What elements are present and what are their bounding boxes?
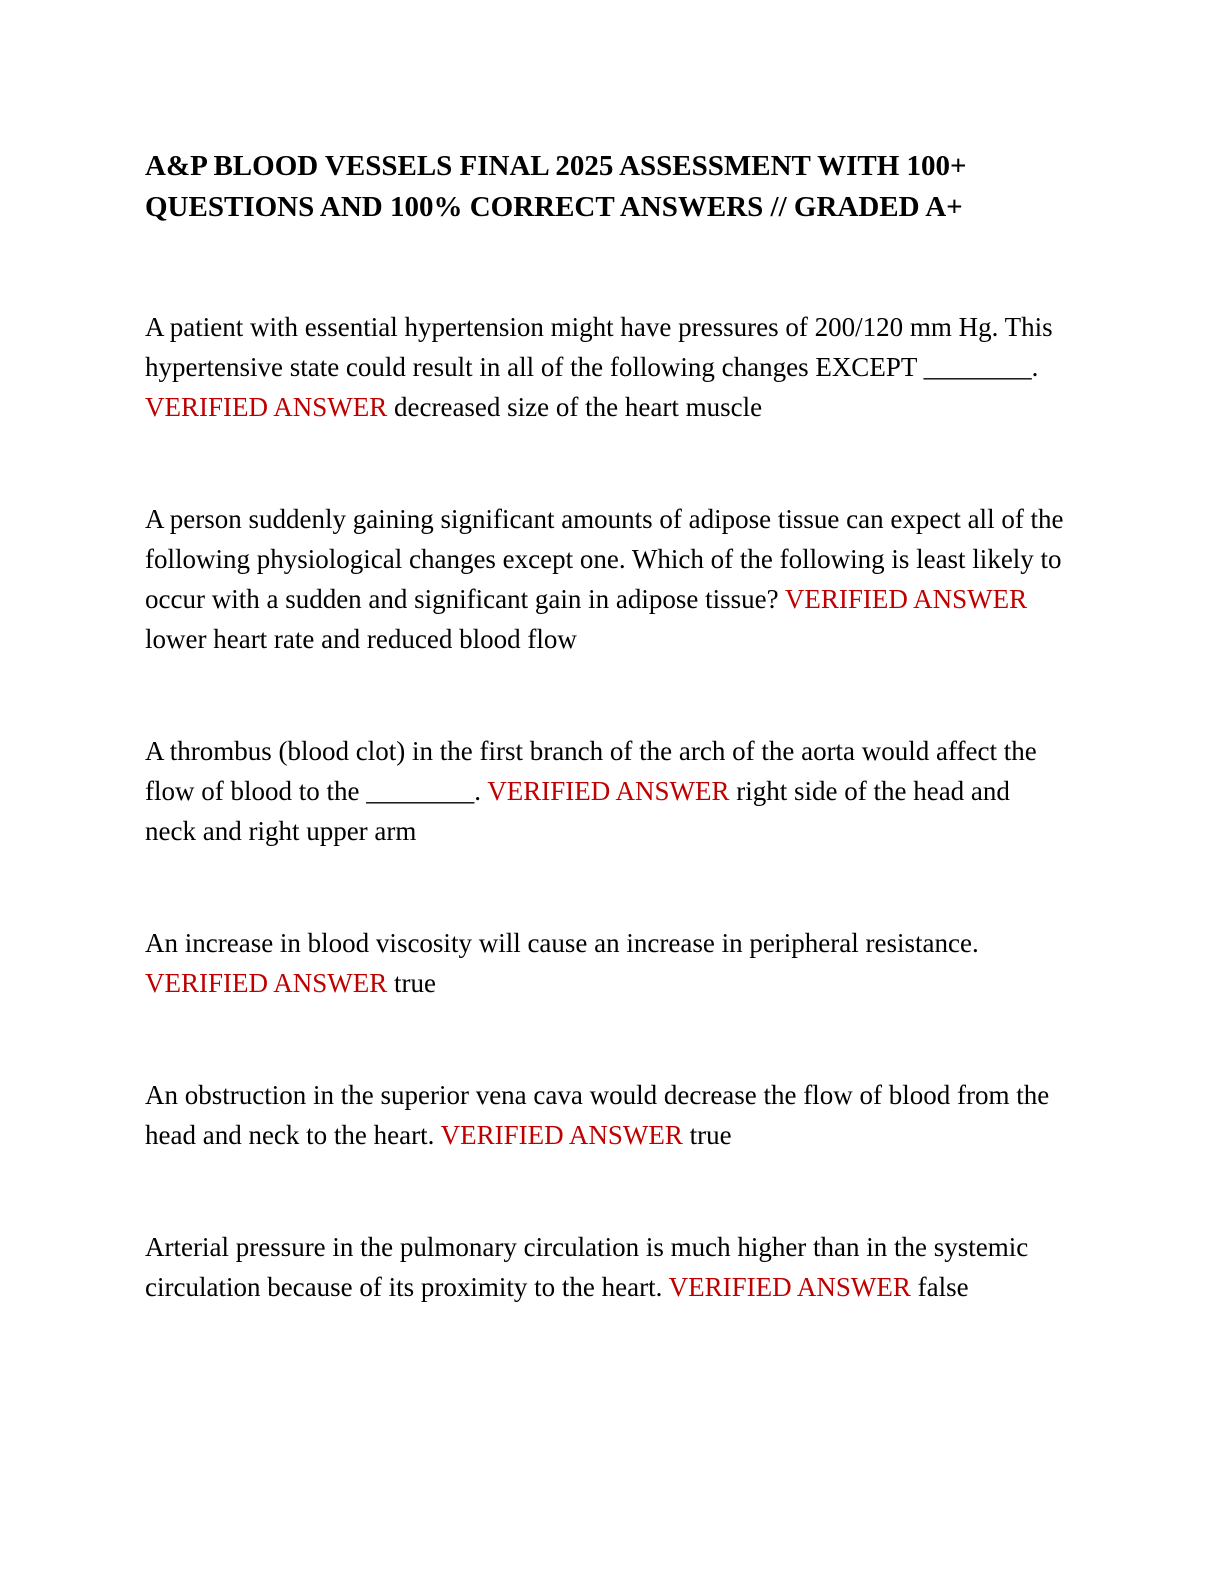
verified-answer-marker: VERIFIED ANSWER [784, 584, 1028, 615]
qa-item [145, 924, 1066, 1004]
verified-answer-marker: VERIFIED ANSWER [145, 392, 388, 423]
question-text: A patient with essential hypertension might have pressures of 200/120 mm Hg. This hypertensive state could result in all of the following changes EXCEPT ________. [145, 312, 1053, 383]
answer-text: decreased size of the heart muscle [394, 392, 763, 423]
question-text: A thrombus (blood clot) in the first branch of the arch of the aorta would affect the flow of blood to the ________. [145, 736, 1037, 806]
verified-answer-marker: VERIFIED ANSWER [487, 775, 730, 806]
qa-item [145, 1228, 1066, 1308]
document-title: A&P BLOOD VESSELS FINAL 2025 ASSESSMENT WITH 100+ QUESTIONS AND 100% CORRECT ANSWERS // GRADED A+ [145, 150, 967, 224]
answer-text: right side of the head and neck and right upper arm [145, 775, 1010, 846]
question-text: An obstruction in the superior vena cava would decrease the flow of blood from the head and neck to the heart. [145, 1079, 1050, 1150]
verified-answer-marker: VERIFIED ANSWER [440, 1119, 683, 1150]
question-text: A person suddenly gaining significant amounts of adipose tissue can expect all of the following physiological changes except one. Which of the following is least likely to occur with a sudden and significant gain in adipose tissue? [145, 504, 1064, 615]
question-text: Arterial pressure in the pulmonary circulation is much higher than in the systemic circulation because of its proximity to the heart. [145, 1231, 1029, 1302]
qa-item [145, 732, 1066, 852]
verified-answer-marker: VERIFIED ANSWER [145, 967, 388, 998]
answer-text: false [917, 1271, 969, 1302]
verified-answer-marker: VERIFIED ANSWER [668, 1271, 911, 1302]
question-text: An increase in blood viscosity will cause an increase in peripheral resistance. [145, 927, 979, 958]
answer-text: true [689, 1119, 732, 1150]
qa-item [145, 308, 1066, 428]
qa-item [145, 1076, 1066, 1156]
qa-item [145, 500, 1066, 660]
answer-text: true [394, 967, 436, 998]
answer-text: lower heart rate and reduced blood flow [145, 624, 577, 655]
